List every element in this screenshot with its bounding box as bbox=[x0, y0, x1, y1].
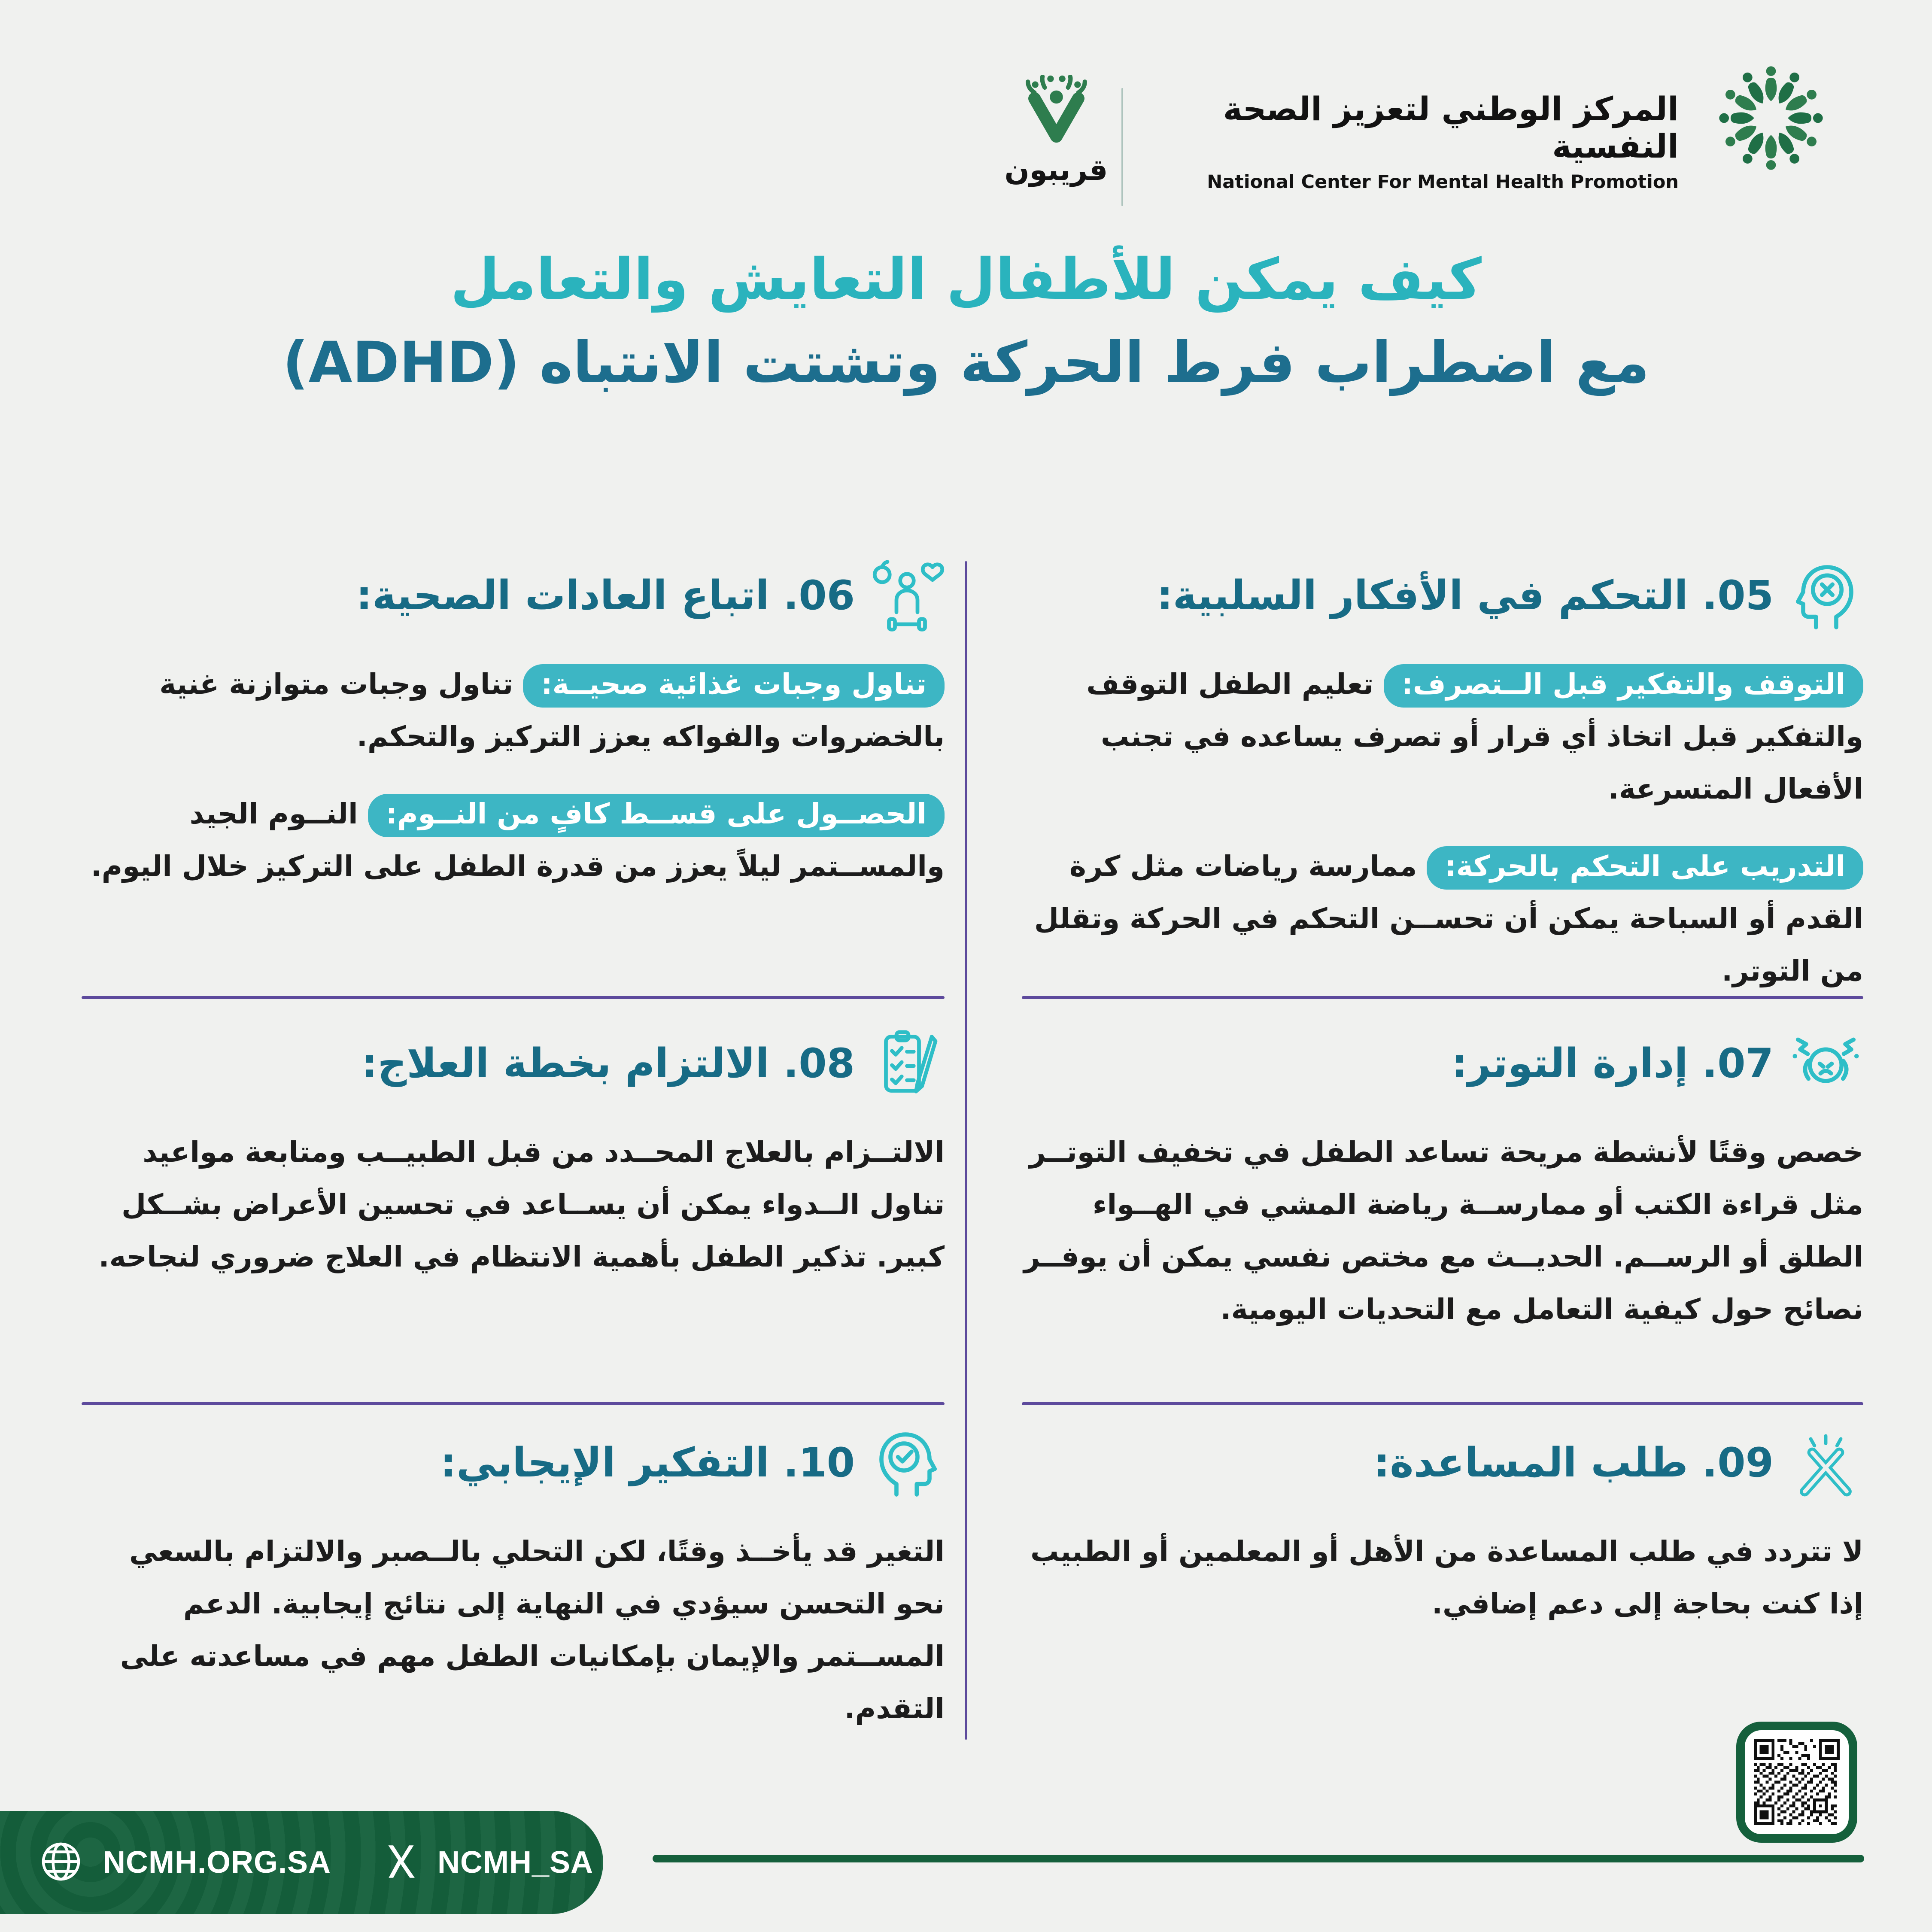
section-05 bbox=[1022, 558, 1863, 998]
section-08-body: الالتــزام بالعلاج المحــدد من قبل الطبيــب ومتابعة مواعيد تناول الــدواء يمكن أن يســاعد في تحسين الأعراض بشــكل كبير. تذكير الطفل بأهمية الانتظام في العلاج ضروري لنجاحه. bbox=[98, 1136, 945, 1274]
highlight-pill: تناول وجبات غذائية صحيــة: bbox=[523, 664, 945, 708]
section-10-body: التغير قد يأخــذ وقتًا، لكن التحلي بالــصبر والالتزام بالسعي نحو التحسن سيؤدي في النهاية إلى نتائج إيجابية. الدعم المســتمر والإيمان بإمكانيات الطفل مهم في مساعدته على التقدم. bbox=[120, 1535, 945, 1725]
section-07-body: خصص وقتًا لأنشطة مريحة تساعد الطفل في تخفيف التوتــر مثل قراءة الكتب أو ممارســة رياضة المشي في الهــواء الطلق أو الرســم. الحديــث مع مختص نفسي يمكن أن يوفــر نصائح حول كيفية التعامل مع التحديات اليومية. bbox=[1024, 1136, 1863, 1326]
highlight-pill: الحصــول على قســط كافٍ من النــوم: bbox=[368, 794, 945, 837]
section-06-title: 06. اتباع العادات الصحية: bbox=[356, 572, 855, 619]
org-name-english: National Center For Mental Health Promotion bbox=[1207, 171, 1679, 193]
qareeboon-logo bbox=[1005, 75, 1108, 187]
section-07-title: 07. إدارة التوتر: bbox=[1451, 1040, 1774, 1087]
ncmh-starburst-logo bbox=[1700, 47, 1842, 191]
qr-code bbox=[1736, 1722, 1857, 1843]
section-08 bbox=[82, 1026, 945, 1283]
section-divider bbox=[82, 1402, 945, 1405]
page-title-line1: كيف يمكن للأطفال التعايش والتعامل bbox=[450, 246, 1482, 313]
stress-management-icon bbox=[1788, 1026, 1863, 1101]
positive-thinking-icon bbox=[869, 1425, 945, 1501]
negative-thoughts-icon bbox=[1788, 558, 1863, 633]
section-divider bbox=[1022, 1402, 1863, 1405]
footer-website: NCMH.ORG.SA bbox=[103, 1845, 331, 1880]
section-09-body: لا تتردد في طلب المساعدة من الأهل أو المعلمين أو الطبيب إذا كنت بحاجة إلى دعم إضافي. bbox=[1030, 1535, 1863, 1621]
section-06-paragraph-2: الحصــول على قســط كافٍ من النــوم: النــوم الجيد والمســتمر ليلاً يعزز من قدرة الطفل على التركيز خلال اليوم. bbox=[82, 788, 945, 893]
section-07 bbox=[1022, 1026, 1863, 1336]
footer-accent-line bbox=[653, 1855, 1864, 1862]
ask-for-help-icon bbox=[1788, 1425, 1863, 1501]
footer-twitter-handle: NCMH_SA bbox=[437, 1845, 594, 1880]
section-05-paragraph-2: التدريب على التحكم بالحركة: ممارسة رياضات مثل كرة القدم أو السباحة يمكن أن تحســن التحكم في الحركة وتقلل من التوتر. bbox=[1022, 840, 1863, 997]
qareeboon-logo-label: قريبون bbox=[1004, 153, 1108, 187]
highlight-pill: التوقف والتفكير قبل الــتصرف: bbox=[1384, 664, 1863, 708]
section-09-title: 09. طلب المساعدة: bbox=[1373, 1439, 1774, 1486]
section-05-paragraph-1: التوقف والتفكير قبل الــتصرف: تعليم الطفل التوقف والتفكير قبل اتخاذ أي قرار أو تصرف يساعده في تجنب الأفعال المتسرعة. bbox=[1022, 658, 1863, 815]
section-10-title: 10. التفكير الإيجابي: bbox=[440, 1439, 855, 1486]
footer-bar bbox=[0, 1811, 603, 1914]
highlight-pill: التدريب على التحكم بالحركة: bbox=[1427, 846, 1863, 890]
section-divider bbox=[1022, 996, 1863, 999]
org-name-block bbox=[1133, 90, 1679, 193]
qareeboon-logo-icon bbox=[1012, 75, 1100, 150]
page-title-line2: مع اضطراب فرط الحركة وتشتت الانتباه (ADHD) bbox=[283, 330, 1649, 396]
section-10 bbox=[82, 1425, 945, 1735]
section-06-paragraph-1: تناول وجبات غذائية صحيــة: تناول وجبات متوازنة غنية بالخضروات والفواكه يعزز التركيز والتحكم. bbox=[82, 658, 945, 763]
org-name-arabic: المركز الوطني لتعزيز الصحة النفسية bbox=[1223, 90, 1679, 166]
header-divider-line bbox=[1121, 88, 1123, 206]
healthy-habits-icon bbox=[869, 558, 945, 633]
section-09 bbox=[1022, 1425, 1863, 1630]
x-twitter-icon bbox=[383, 1844, 419, 1881]
section-06 bbox=[82, 558, 945, 893]
section-05-title: 05. التحكم في الأفكار السلبية: bbox=[1157, 572, 1774, 619]
section-08-title: 08. الالتزام بخطة العلاج: bbox=[361, 1040, 855, 1087]
globe-icon bbox=[38, 1838, 84, 1886]
column-divider-vertical bbox=[965, 561, 967, 1740]
treatment-plan-icon bbox=[869, 1026, 945, 1101]
section-divider bbox=[82, 996, 945, 999]
page-title bbox=[0, 246, 1932, 396]
